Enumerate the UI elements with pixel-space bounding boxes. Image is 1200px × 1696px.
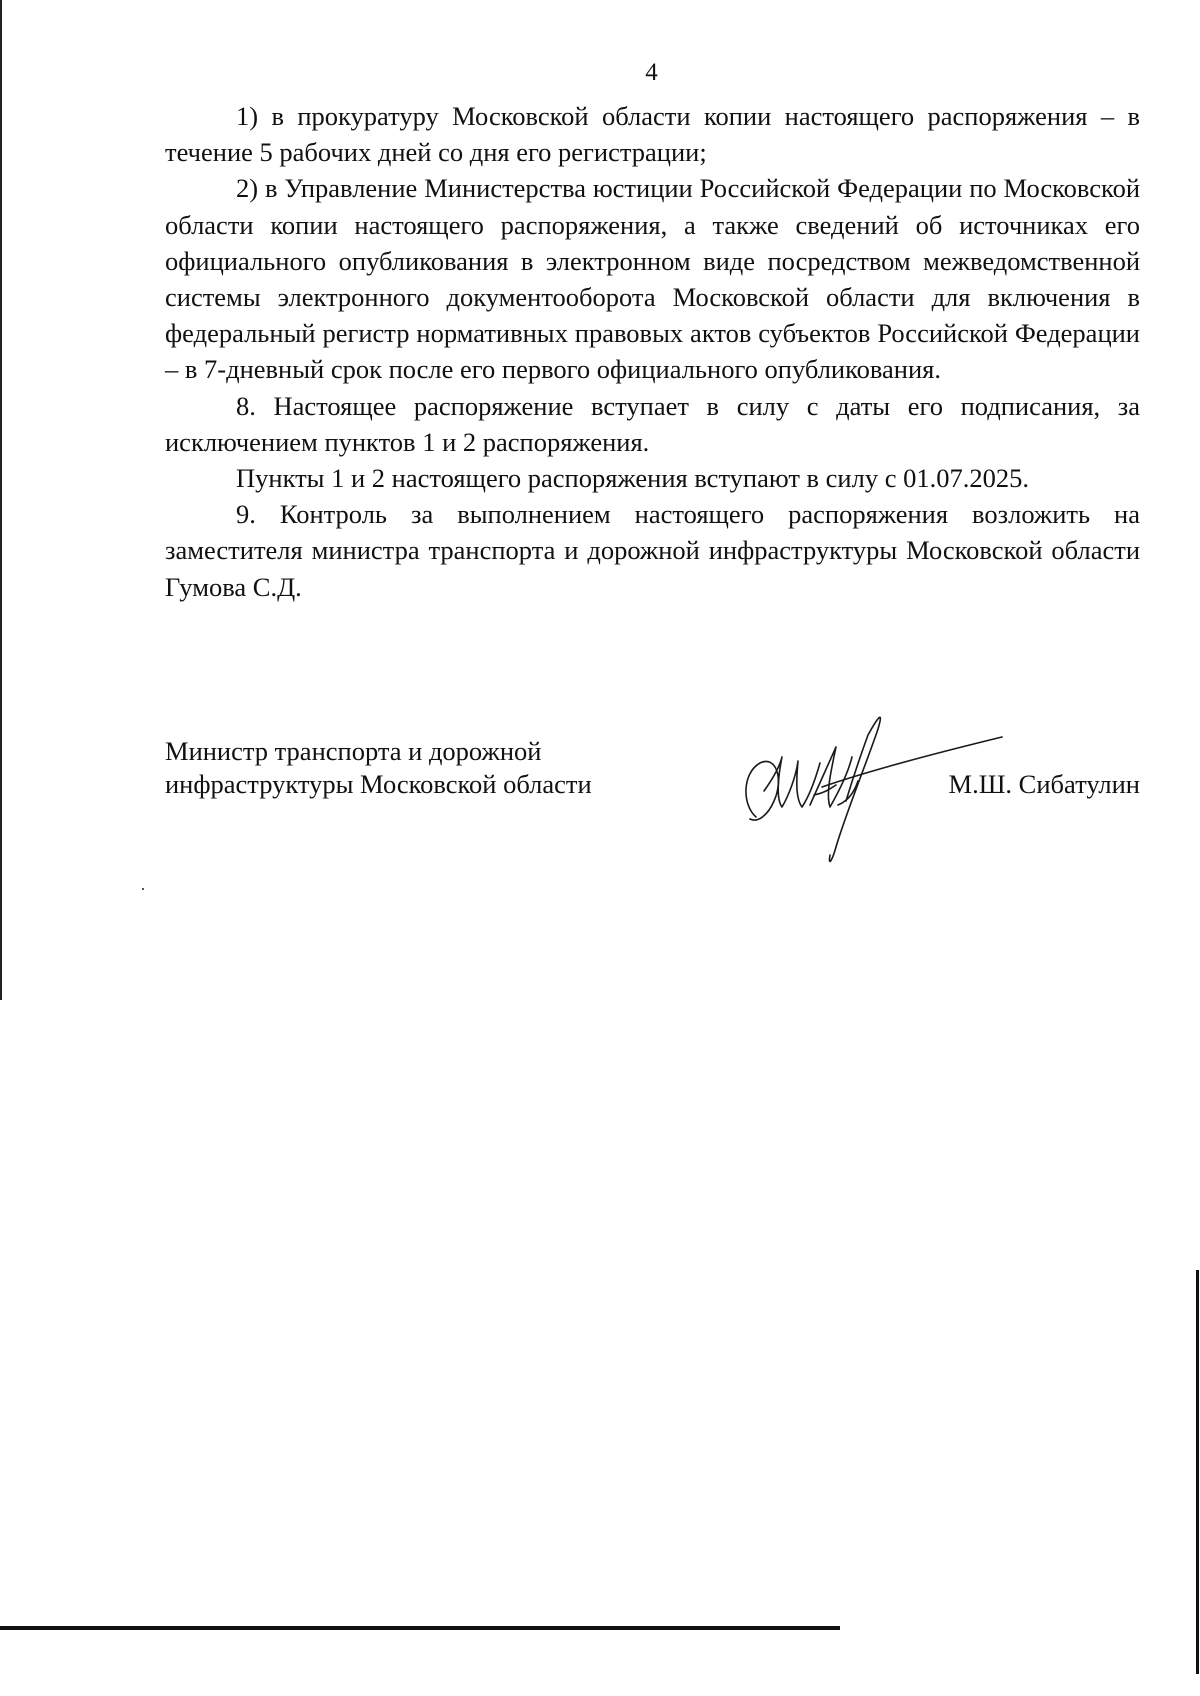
page-number: 4	[645, 59, 658, 86]
signature-block	[165, 735, 1140, 845]
scan-border-left	[0, 0, 2, 1000]
signer-title	[165, 735, 685, 801]
signer-name: М.Ш. Сибатулин	[948, 769, 1140, 799]
paragraph-effective-date: Пункты 1 и 2 настоящего распоряжения вступают в силу с 01.07.2025.	[236, 463, 1029, 494]
scan-border-right	[1196, 1270, 1199, 1674]
paragraph-item-2: 2) в Управление Министерства юстиции Российской Федерации по Московской области копии настоящего распоряжения, а также сведений об источниках его официального опубликования в электронном виде посредством межведомственной системы электронного документооборота Московской области для включения в федеральный регистр нормативных правовых актов субъектов Российской Федерации – в 7-дневный срок после его первого официального опубликования.	[165, 173, 1140, 385]
signer-title-line-2: инфраструктуры Московской области	[165, 769, 592, 799]
signer-title-line-1: Министр транспорта и дорожной	[165, 736, 542, 766]
paragraph-clause-8: 8. Настоящее распоряжение вступает в силу с даты его подписания, за исключением пунктов 1 и 2 распоряжения.	[165, 390, 1140, 457]
scan-speck	[142, 888, 144, 890]
document-body	[165, 98, 1140, 605]
paragraph-clause-9: 9. Контроль за выполнением настоящего распоряжения возложить на заместителя министра транспорта и дорожной инфраструктуры Московской области Гумова С.Д.	[165, 499, 1140, 602]
scan-border-bottom	[0, 1626, 840, 1630]
paragraph-item-1: 1) в прокуратуру Московской области копии настоящего распоряжения – в течение 5 рабочих дней со дня его регистрации;	[165, 101, 1140, 168]
